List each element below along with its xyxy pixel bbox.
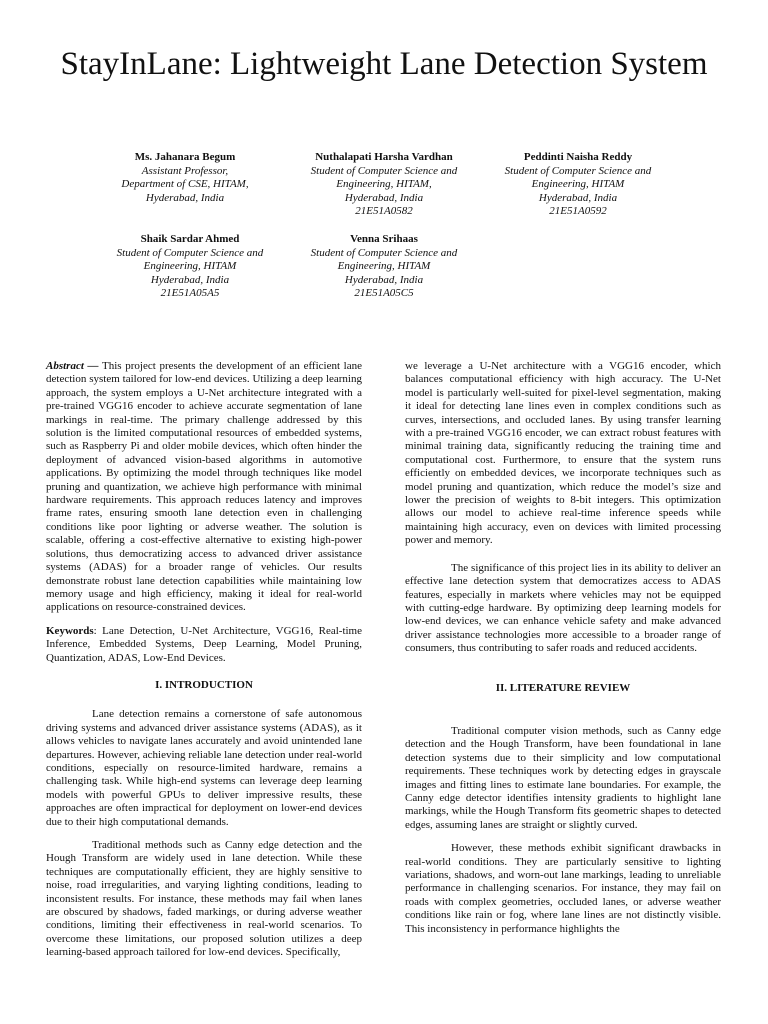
- right-column: [405, 360, 721, 946]
- author-block-1: [85, 151, 285, 205]
- abstract-label: Abstract —: [46, 360, 99, 372]
- author-affiliation: Engineering, HITAM: [143, 260, 237, 272]
- author-affiliation: Engineering, HITAM: [337, 260, 431, 272]
- author-affiliation: Assistant Professor,: [141, 164, 229, 177]
- author-name: Peddinti Naisha Reddy: [523, 151, 633, 163]
- author-affiliation: Engineering, HITAM: [531, 178, 625, 190]
- intro-paragraph: Traditional methods such as Canny edge detection and the Hough Transform are widely used in lane detection. While these techniques are computationally efficient, they are highly sensitive to noise, road irregularities, and varying lighting conditions, leading to inconsistent results. For instance, these methods may fail when lanes are obscured by shadows, faded markings, or during adverse weather conditions, limiting their effectiveness in real-world scenarios. To overcome these limitations, our proposed solution utilizes a deep learning-based approach tailored for low-end devices. Specifically,: [46, 839, 362, 959]
- author-affiliation: Student of Computer Science and: [116, 246, 264, 259]
- author-affiliation: Hyderabad, India: [344, 273, 424, 286]
- author-name: Ms. Jahanara Begum: [134, 151, 236, 163]
- author-name: Shaik Sardar Ahmed: [140, 233, 240, 245]
- paper-title: StayInLane: Lightweight Lane Detection System: [60, 46, 708, 82]
- author-id: 21E51A0592: [549, 205, 607, 217]
- left-column: [46, 360, 362, 970]
- author-block-3: [478, 151, 678, 219]
- author-id: 21E51A05C5: [354, 287, 414, 299]
- body-paragraph: we leverage a U-Net architecture with a VGG16 encoder, which balances computational efficiency with high accuracy. The U-Net model is particularly well-suited for pixel-level segmentation, making it ideal for detecting lane lines even in complex conditions such as curves, intersections, and occluded lanes. By using transfer learning with a pre-trained VGG16 encoder, we can extract robust features with minimal training data, significantly reducing the training time and computational cost. Furthermore, to ensure that the system runs efficiently on embedded devices, we incorporate techniques such as model pruning and quantization, which reduce the model’s size and lower the precision of weights to 8-bit integers. This optimization allows our model to achieve real-time inference speeds while maintaining high accuracy, even on devices with limited processing power and memory.: [405, 360, 721, 547]
- author-affiliation: Hyderabad, India: [344, 191, 424, 204]
- keywords-text: : Lane Detection, U-Net Architecture, VGG16, Real-time Inference, Embedded Systems, Deep Learning, Model Pruning, Quantization, ADAS, Low-End Devices.: [46, 624, 362, 664]
- author-affiliation: Engineering, HITAM,: [336, 178, 432, 190]
- author-name: Nuthalapati Harsha Vardhan: [315, 151, 453, 163]
- author-affiliation: Hyderabad, India: [150, 273, 230, 286]
- lit-paragraph: Traditional computer vision methods, such as Canny edge detection and the Hough Transform, have been foundational in lane detection systems due to their simplicity and low computational requirements. These techniques work by detecting edges in grayscale images and fitting lines to estimate lane boundaries. For example, the Canny edge detector identifies intensity gradients to highlight lane markings, while the Hough Transform fits geometric shapes to detected edges, assuming lanes are straight or slightly curved.: [405, 724, 721, 831]
- author-block-2: [284, 151, 484, 219]
- keywords: [46, 625, 362, 665]
- author-name: Venna Srihaas: [350, 233, 418, 245]
- author-affiliation: Student of Computer Science and: [310, 164, 458, 177]
- author-affiliation: Department of CSE, HITAM,: [121, 178, 249, 190]
- author-affiliation: Student of Computer Science and: [310, 246, 458, 259]
- lit-paragraph: However, these methods exhibit significant drawbacks in real-world conditions. They are particularly sensitive to lighting variations, shadows, and worn-out lane markings, leading to unreliable performance in challenging scenarios. For instance, they may fail on roads with complex geometries, occluded lanes, or adverse weather conditions like rain or fog, where lane lines are not distinctly visible. This inconsistency in performance highlights the: [405, 842, 721, 935]
- section-heading-literature-review: II. LITERATURE REVIEW: [495, 681, 631, 694]
- author-affiliation: Hyderabad, India: [145, 191, 225, 204]
- author-block-5: [284, 233, 484, 301]
- intro-paragraph: Lane detection remains a cornerstone of safe autonomous driving systems and advanced driver assistance systems (ADAS), as it allows vehicles to navigate lanes accurately and avoid unintended lane departures. However, achieving reliable lane detection under real-world conditions, especially on resource-limited hardware, remains a challenging task. While high-end systems can leverage deep learning models with powerful GPUs to deliver impressive results, these approaches are often impractical for deployment on lower-end devices due to their high computational demands.: [46, 708, 362, 828]
- author-affiliation: Student of Computer Science and: [504, 164, 652, 177]
- author-affiliation: Hyderabad, India: [538, 191, 618, 204]
- keywords-label: Keywords: [46, 624, 94, 637]
- author-id: 21E51A0582: [355, 205, 413, 217]
- author-id: 21E51A05A5: [160, 287, 220, 299]
- author-block-4: [90, 233, 290, 301]
- body-paragraph: The significance of this project lies in its ability to deliver an effective lane detection system that democratizes access to ADAS features, especially in markets where vehicles may not be equipped with cutting-edge hardware. By optimizing deep learning models for low-end devices, we can enhance vehicle safety and make advanced driver assistance technologies more accessible to a broader range of consumers, thus contributing to safer roads and reduced accidents.: [405, 561, 721, 655]
- section-heading-introduction: I. INTRODUCTION: [155, 678, 253, 691]
- abstract: [46, 360, 362, 615]
- abstract-text: This project presents the development of an efficient lane detection system tailored for low-end devices. Utilizing a deep learning approach, the system employs a U-Net architecture integrated with a pre-trained VGG16 encoder to achieve accurate segmentation of lane markings in real-time. The primary challenge addressed by this solution is the limited computational resources of embedded systems, such as Raspberry Pi and older mobile devices, which often hinder the deployment of advanced vision-based algorithms in automotive applications. By optimizing the model through techniques like model pruning and quantization, we achieve high performance with minimal hardware requirements. This approach reduces latency and improves frame rates, ensuring smooth lane detection even in challenging conditions like poor lighting or adverse weather. The solution is scalable, offering a cost-effective alternative to existing high-power solutions, thus democratizing access to advanced driver assistance systems (ADAS) for a broader range of vehicles. Our results demonstrate robust lane detection capabilities while maintaining low memory usage and high efficiency, making it ideal for real-world applications on resource-constrained devices.: [46, 360, 362, 614]
